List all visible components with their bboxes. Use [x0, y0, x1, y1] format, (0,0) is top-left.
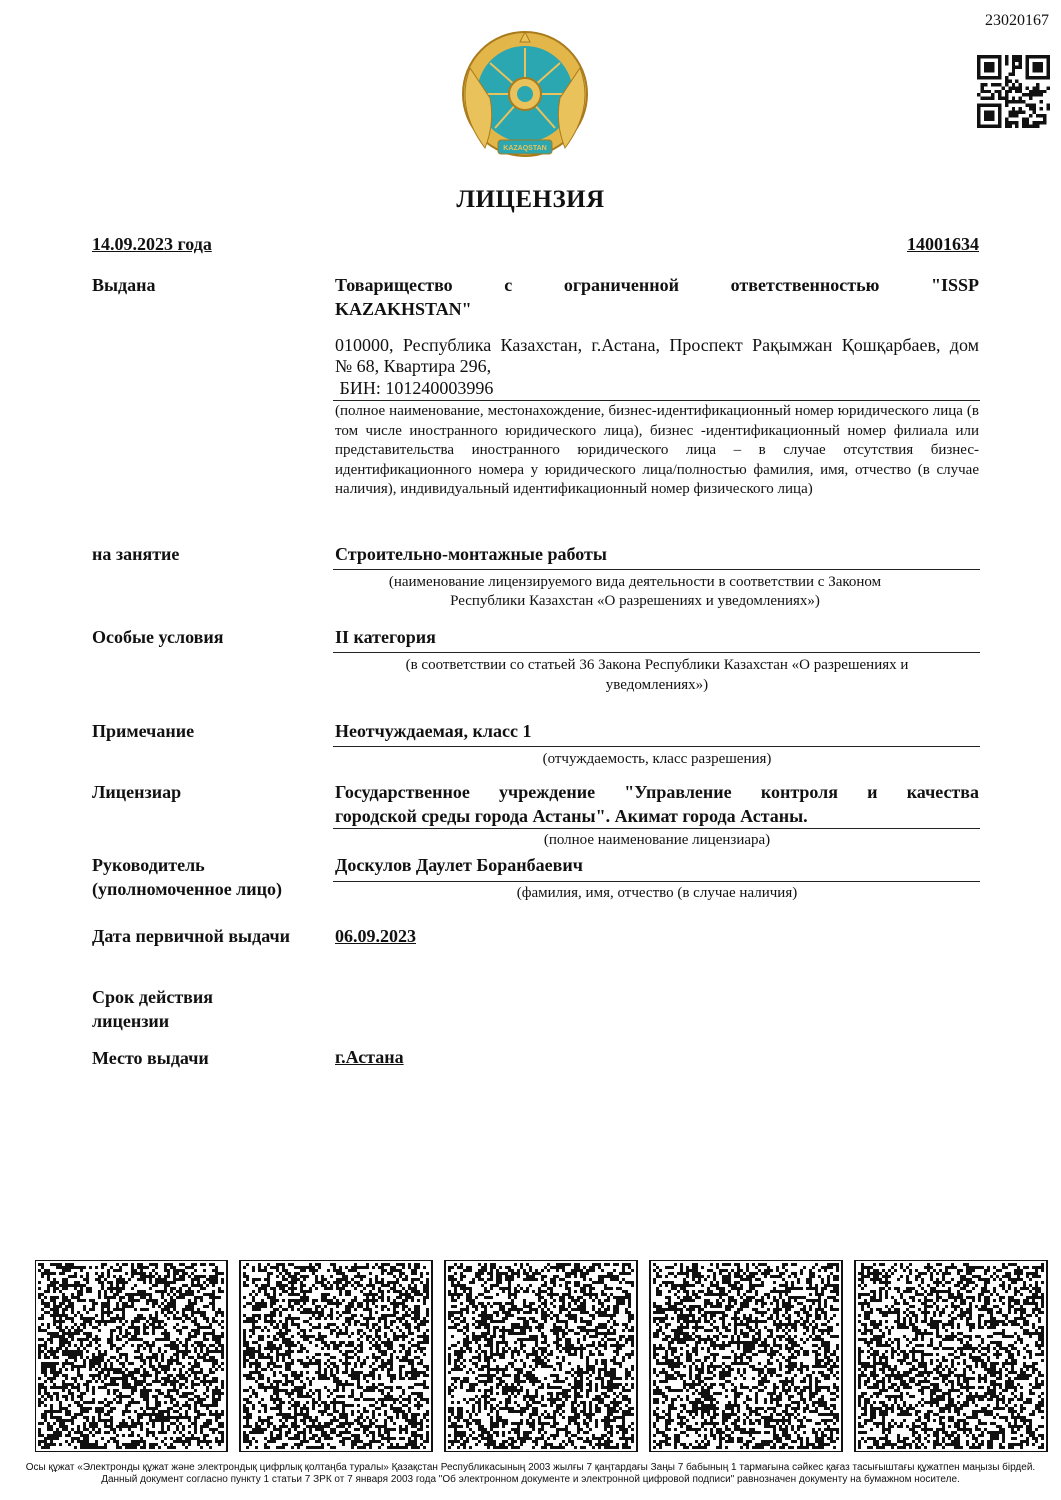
head-label-line1: Руководитель: [92, 855, 205, 875]
emblem-text: KAZAQSTAN: [503, 145, 547, 152]
footer-line-kz: Осы құжат «Электронды құжат және электрондық цифрлық қолтаңба туралы» Қазақстан Республикасының 2003 жылғы 7 қаңтардағы Заңы 7 бабының 1 тармағына сәйкес қағаз тасығыштағы құжатпен маңызы бірдей.: [25, 1462, 1036, 1473]
first-issue-value-wrap: [335, 924, 416, 948]
licensor-label: Лицензиар: [92, 782, 182, 802]
divider: [333, 652, 980, 653]
divider: [333, 569, 980, 570]
conditions-value: II категория: [335, 627, 436, 647]
licensee-address-line1: 010000, Республика Казахстан, г.Астана, Проспект Рақымжан Қошқарбаев, дом: [335, 335, 979, 355]
document-number: 23020167: [985, 12, 1049, 29]
place-value: г.Астана: [335, 1047, 404, 1067]
validity-label-line2: лицензии: [92, 1011, 170, 1031]
licensee-name-line2: KAZAKHSTAN": [335, 299, 472, 319]
head-note: (фамилия, имя, отчество (в случае наличия): [516, 885, 798, 901]
conditions-note-line1: (в соответствии со статьей 36 Закона Республики Казахстан «О разрешениях и: [405, 657, 909, 673]
divider: [333, 746, 980, 747]
footer-line-ru: Данный документ согласно пункту 1 статьи 7 ЗРК от 7 января 2003 года "Об электронном документе и электронной цифровой подписи" равнозначен документу на бумажном носителе.: [101, 1474, 960, 1485]
licensee-address-line2: № 68, Квартира 296,: [335, 356, 492, 376]
activity-note-line1: (наименование лицензируемого вида деятельности в соответствии с Законом: [388, 574, 882, 590]
validity-label-line1: Срок действия: [92, 987, 214, 1007]
remark-label: Примечание: [92, 721, 195, 741]
qr-code-icon: [975, 55, 1052, 128]
head-label-line2: (уполномоченное лицо): [92, 879, 283, 899]
document-title: ЛИЦЕНЗИЯ: [456, 186, 605, 213]
activity-label: на занятие: [92, 544, 180, 564]
signature-barcodes: [35, 1260, 1050, 1452]
place-label: Место выдачи: [92, 1048, 209, 1068]
license-number: 14001634: [907, 234, 979, 254]
place-value-wrap: [335, 1045, 404, 1069]
licensor-note: (полное наименование лицензиара): [543, 832, 771, 848]
licensee-name-line1: Товарищество с ограниченной ответственностью "ISSP: [335, 275, 979, 295]
divider: [333, 400, 980, 401]
footer-text: [0, 1462, 1061, 1486]
first-issue-value: 06.09.2023: [335, 926, 416, 946]
first-issue-label: Дата первичной выдачи: [92, 926, 291, 946]
licensee-bin: БИН: 101240003996: [335, 378, 494, 398]
divider: [333, 881, 980, 882]
remark-note: (отчуждаемость, класс разрешения): [542, 751, 772, 767]
activity-note-line2: Республики Казахстан «О разрешениях и уведомлениях»): [450, 593, 820, 609]
licensee-note: (полное наименование, местонахождение, бизнес-идентификационный номер юридического лица (в том числе иностранного юридического лица), бизнес -идентификационный номер филиала или представительства иностранного юридического лица – в случае отсутствия бизнес-идентификационного номера у юридического лица/полностью фамилия, имя, отчество (в случае наличия), индивидуальный идентификационный номер физического лица): [335, 403, 979, 497]
state-emblem-icon: [450, 28, 600, 168]
activity-value: Строительно-монтажные работы: [335, 544, 607, 564]
issued-label: Выдана: [92, 275, 156, 295]
conditions-note-line2: уведомлениях»): [605, 677, 709, 693]
licensor-value-line1: Государственное учреждение "Управление контроля и качества: [335, 782, 979, 802]
head-value: Доскулов Даулет Боранбаевич: [335, 855, 583, 875]
issue-date: 14.09.2023 года: [92, 234, 212, 254]
remark-value: Неотчуждаемая, класс 1: [335, 721, 532, 741]
divider: [333, 828, 980, 829]
conditions-label: Особые условия: [92, 627, 224, 647]
licensor-value-line2: городской среды города Астаны". Акимат города Астаны.: [335, 806, 808, 826]
